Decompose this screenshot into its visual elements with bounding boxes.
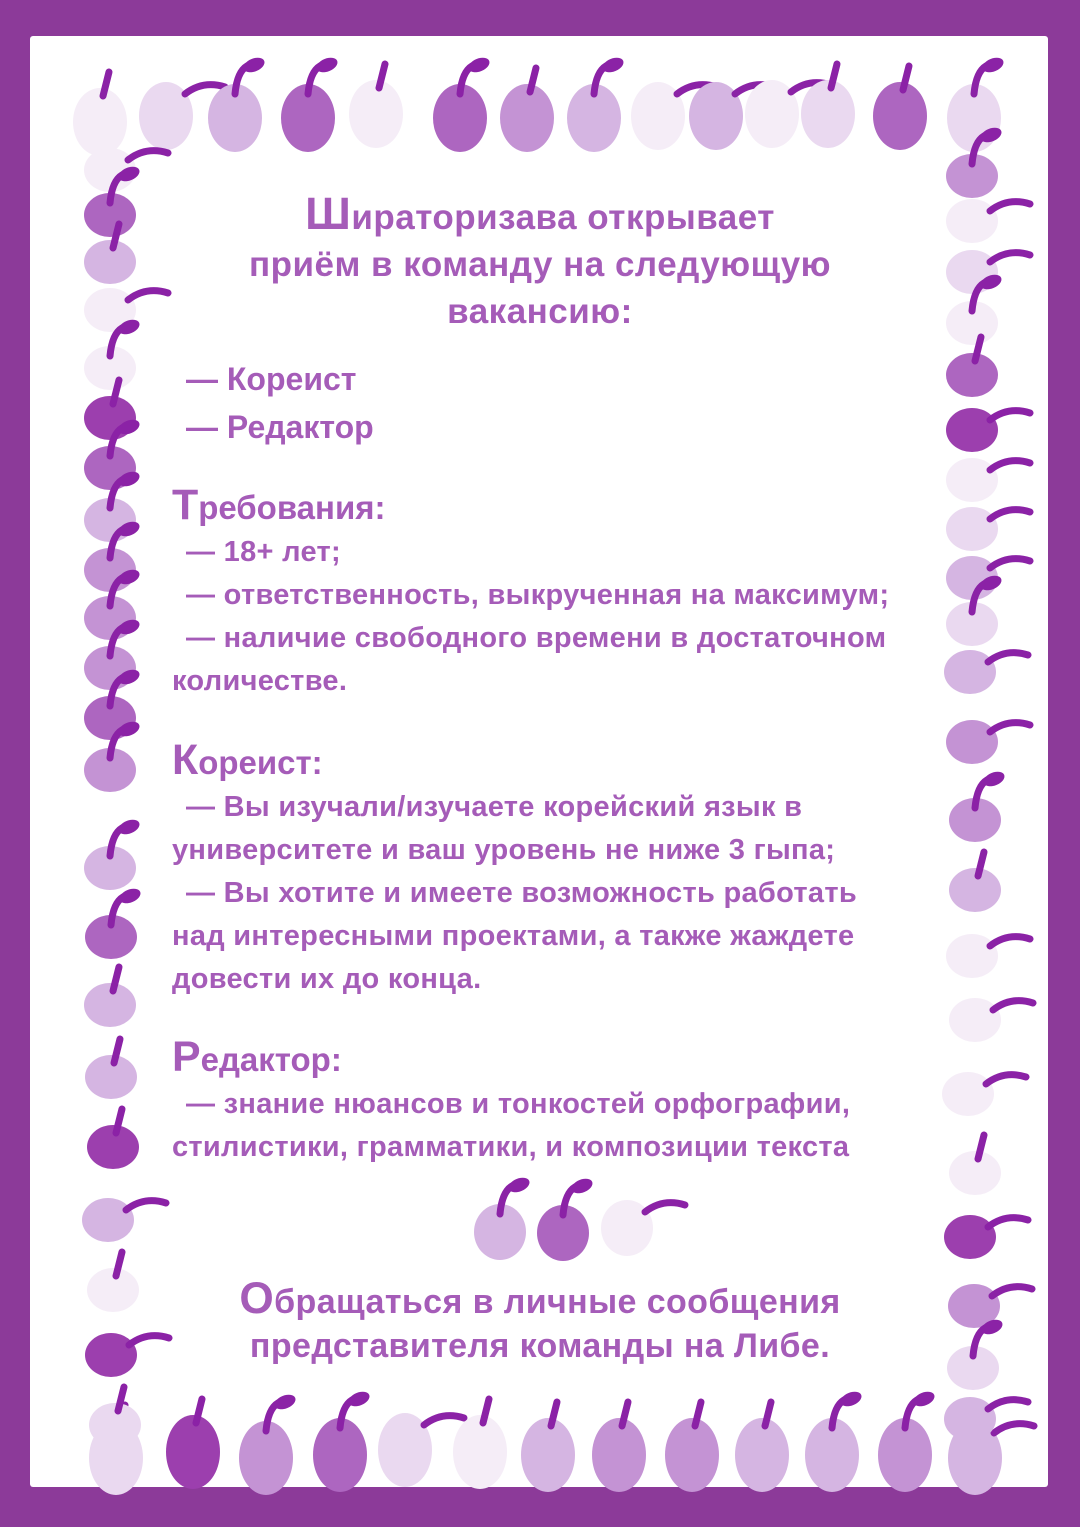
poster-title (0, 190, 1080, 335)
title-line: вакансию: (447, 292, 633, 331)
requirement-item-continuation: стилистики, грамматики, и композиции текста (172, 1131, 850, 1163)
requirement-item: — ответственность, выкрученная на максимум; (186, 579, 890, 611)
footer-line: представителя команды на Либе. (249, 1327, 831, 1365)
footer-line: Обращаться в личные сообщения (239, 1274, 841, 1323)
vacancy-list (186, 355, 374, 451)
vacancy-item: — Редактор (186, 409, 374, 445)
requirement-item-continuation: над интересными проектами, а также жаждете (172, 920, 855, 952)
requirement-item-continuation: университете и ваш уровень не ниже 3 гыпа; (172, 834, 836, 866)
section-redaktor (172, 1034, 850, 1169)
title-line: приём в команду на следующую (248, 245, 832, 284)
section-koreist (172, 737, 857, 1001)
requirement-item: — наличие свободного времени в достаточном (186, 622, 887, 654)
requirement-item: — Вы изучали/изучаете корейский язык в (186, 791, 803, 823)
section-heading: Редактор: (172, 1033, 342, 1081)
requirement-item-continuation: количестве. (172, 665, 348, 697)
vacancy-item: — Кореист (186, 361, 357, 397)
requirement-item: — 18+ лет; (186, 536, 341, 568)
section-heading: Кореист: (172, 736, 323, 784)
requirement-item: — Вы хотите и имеете возможность работать (186, 877, 857, 909)
requirement-item: — знание нюансов и тонкостей орфографии, (186, 1088, 851, 1120)
section-requirements (172, 482, 889, 703)
title-line: Шираторизава открывает (305, 188, 775, 239)
requirement-item-continuation: довести их до конца. (172, 963, 482, 995)
footer-note (0, 1274, 1080, 1368)
section-heading: Требования: (172, 481, 386, 529)
